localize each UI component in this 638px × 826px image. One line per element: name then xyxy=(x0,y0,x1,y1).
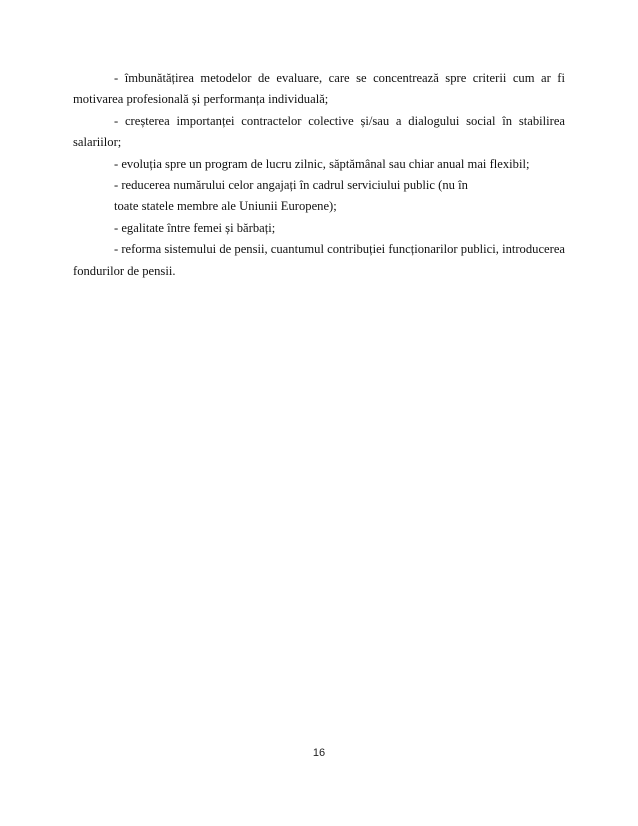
paragraph-collective-contracts: - creșterea importanței contractelor colective și/sau a dialogului social în stabilirea salariilor; xyxy=(73,113,565,150)
paragraph-evaluation-methods: - îmbunătățirea metodelor de evaluare, care se concentrează spre criterii cum ar fi motivarea profesională și performanța individuală; xyxy=(73,71,565,107)
paragraph-gender-equality: - egalitate între femei și bărbați; xyxy=(114,220,276,235)
paragraph-flexible-schedule: - evoluția spre un program de lucru zilnic, săptămânal sau chiar anual mai flexibil; xyxy=(114,156,530,171)
page-number: 16 xyxy=(312,747,326,759)
line-staff-reduction: - reducerea numărului celor angajați în cadrul serviciului public (nu în xyxy=(114,178,468,193)
line-eu-member-states: toate statele membre ale Uniunii Europene); xyxy=(114,199,337,214)
body-text xyxy=(73,68,565,282)
paragraph-pension-reform: - reforma sistemului de pensii, cuantumul contribuției funcționarilor publici, introducerea fondurilor de pensii. xyxy=(73,242,565,278)
